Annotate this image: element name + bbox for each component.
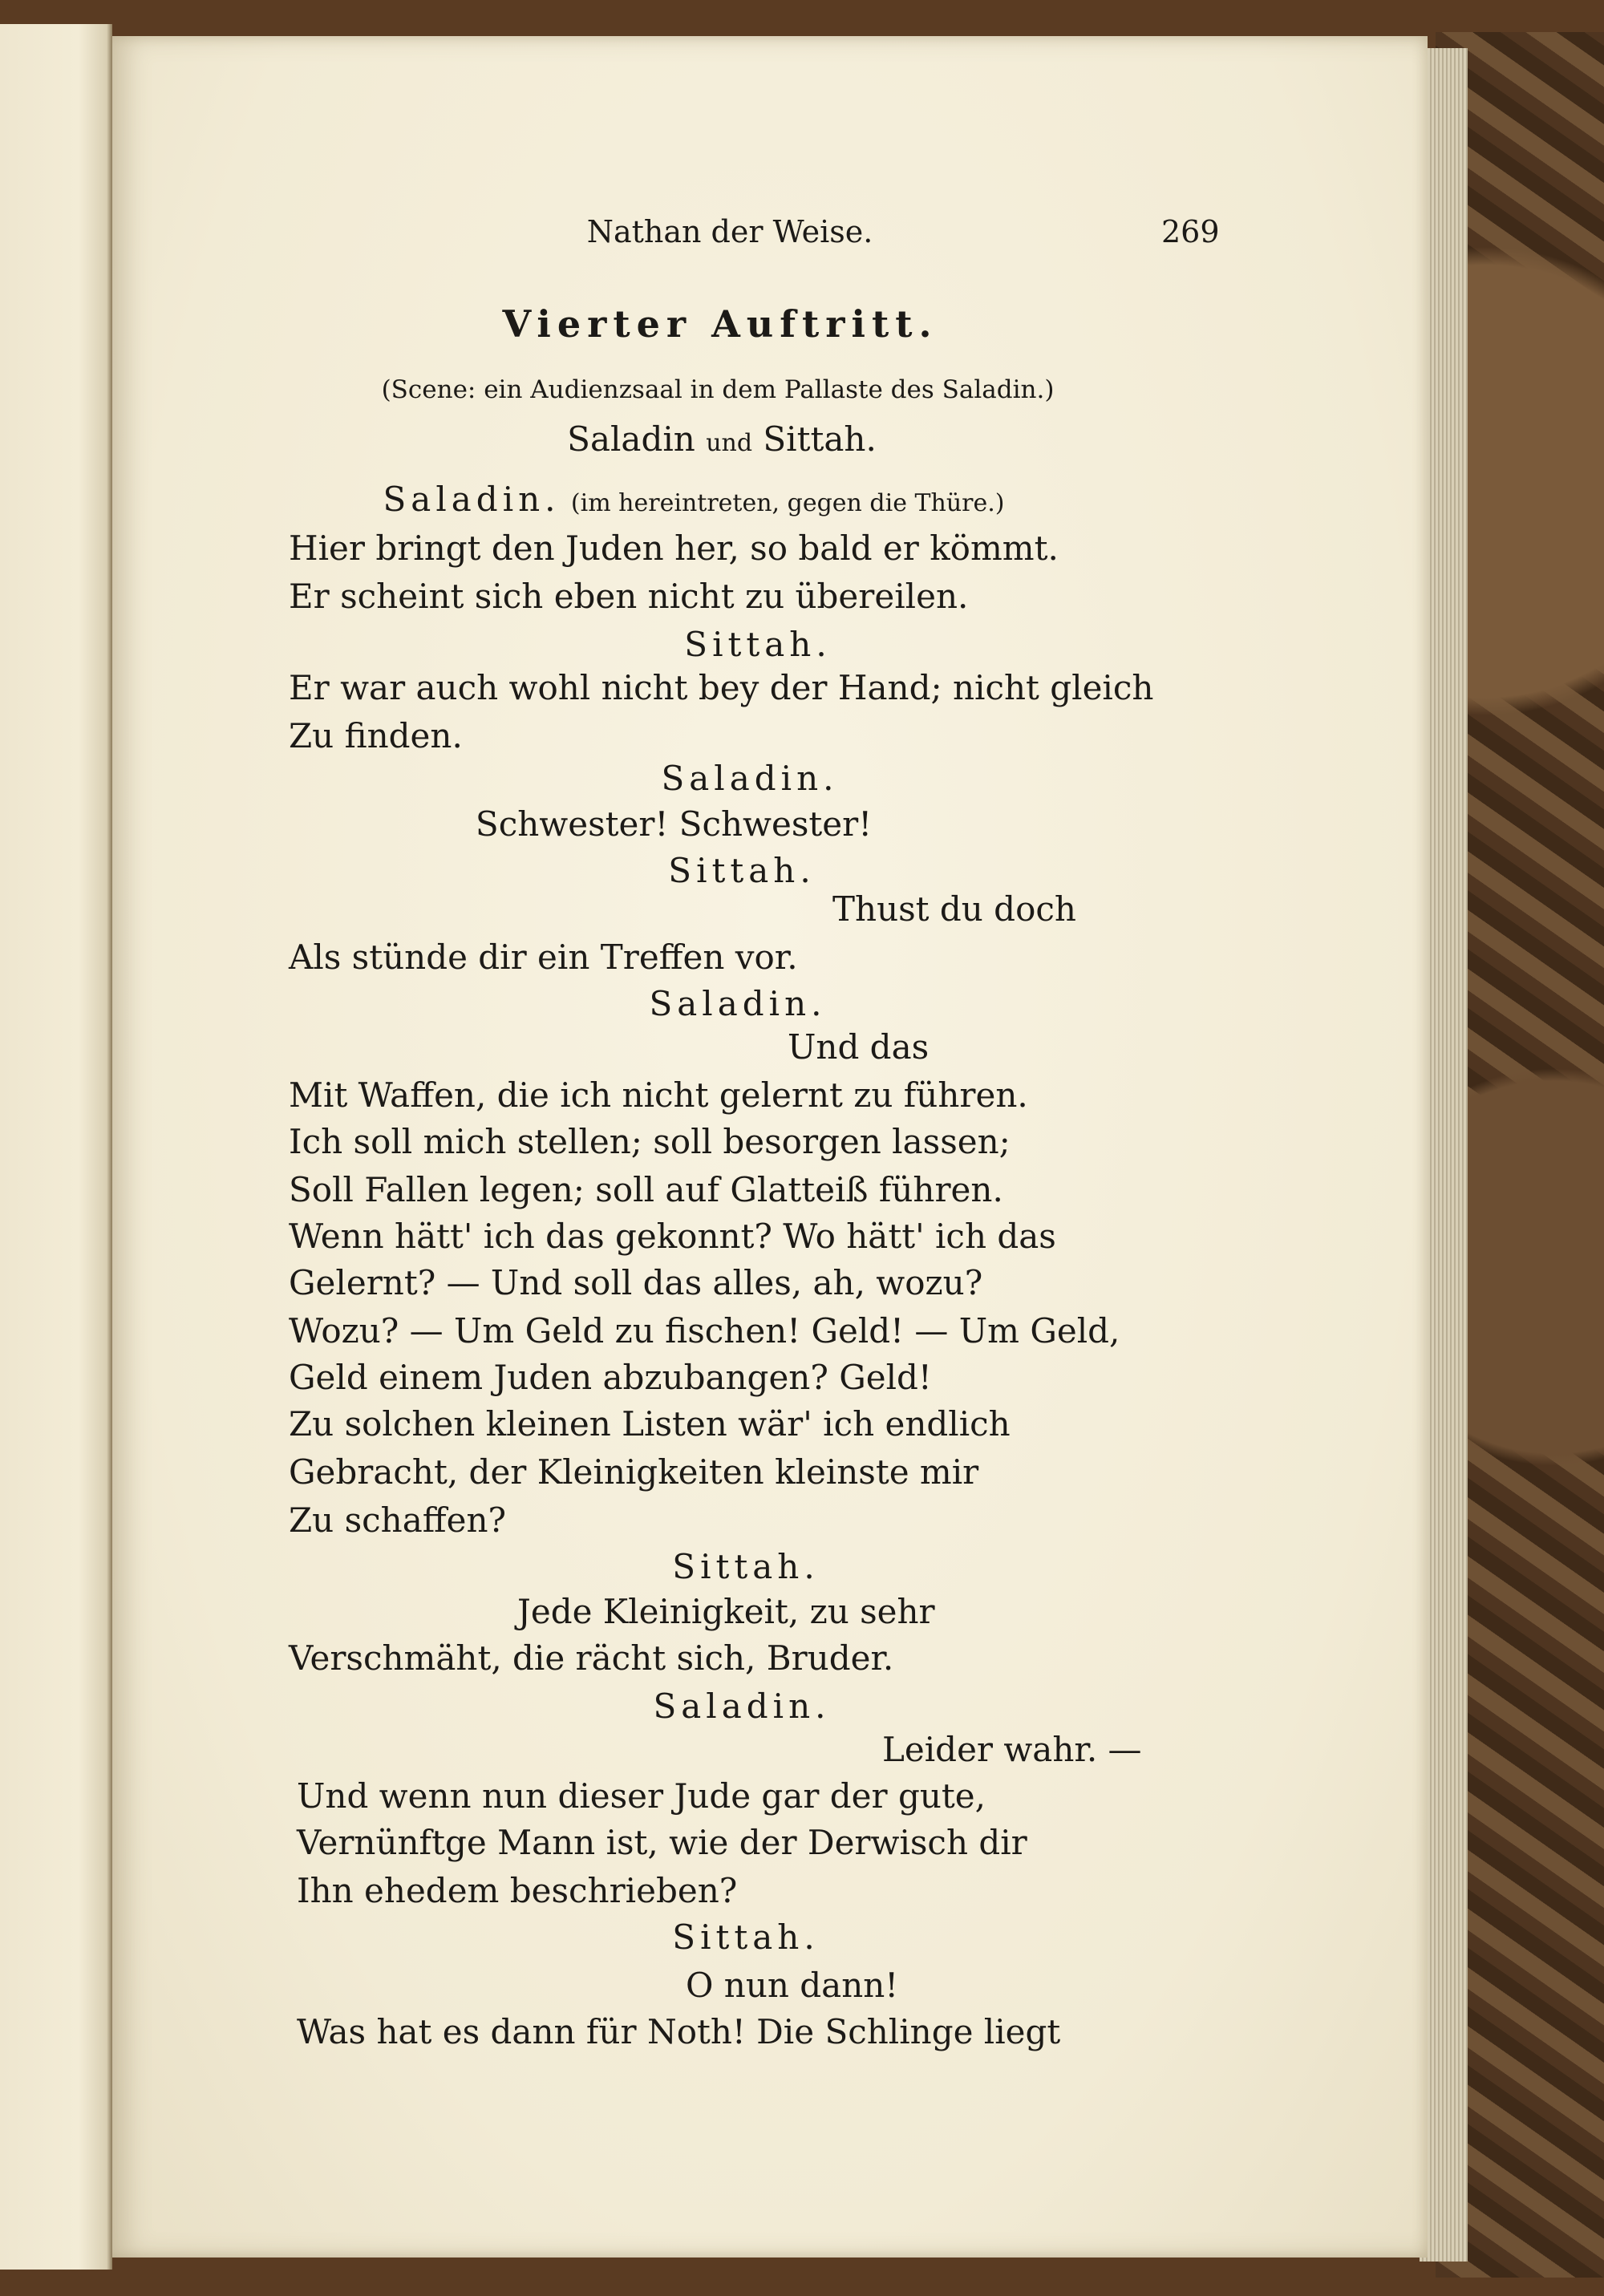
verse-line: O nun dann! [686,1966,899,2005]
verse-line: Leider wahr. — [882,1730,1142,1769]
verse-line: Ich soll mich stellen; soll besorgen lassen; [289,1122,1011,1161]
verse-line: Und das [788,1027,930,1067]
verse-line: Zu solchen kleinen Listen wär' ich endlich [289,1404,1011,1444]
conjunction: und [706,429,753,457]
speaker-name: Sittah. [672,1917,820,1957]
speaker-name: Sittah. [668,851,816,890]
verse-line: Jede Kleinigkeit, zu sehr [517,1592,935,1631]
character-name: Sittah. [763,419,877,459]
verse-line: Schwester! Schwester! [475,804,873,844]
verse-line: Thust du doch [832,889,1076,929]
verse-line: Vernünftge Mann ist, wie der Derwisch dir [297,1823,1027,1862]
speaker-name: Saladin. [383,480,561,519]
character-name: Saladin [567,419,695,459]
verse-line: Verschmäht, die rächt sich, Bruder. [289,1638,894,1678]
page-number: 269 [1161,214,1220,249]
verse-line: Er war auch wohl nicht bey der Hand; nicht gleich [289,668,1154,707]
verse-line: Hier bringt den Juden her, so bald er kömmt. [289,528,1059,568]
verse-line: Wenn hätt' ich das gekonnt? Wo hätt' ich das [289,1217,1056,1256]
verse-line: Mit Waffen, die ich nicht gelernt zu führen. [289,1075,1028,1115]
verse-line: Als stünde dir ein Treffen vor. [289,937,798,977]
verse-line: Zu schaffen? [289,1500,507,1540]
verse-line: Gelernt? — Und soll das alles, ah, wozu? [289,1263,983,1302]
verse-line: Was hat es dann für Noth! Die Schlinge liegt [297,2012,1061,2051]
verse-line: Ihn ehedem beschrieben? [297,1871,738,1910]
speaker-name: Saladin. [653,1687,831,1726]
verse-line: Zu finden. [289,716,463,755]
speaker-name: Saladin. [649,984,827,1023]
verse-line: Geld einem Juden abzubangen? Geld! [289,1358,932,1397]
verse-line: Wozu? — Um Geld zu fischen! Geld! — Um Geld, [289,1311,1120,1350]
facing-page-edge [0,24,112,2270]
speaker-name: Sittah. [684,625,832,664]
stage-direction: (im hereintreten, gegen die Thüre.) [570,489,1005,517]
verse-line: Soll Fallen legen; soll auf Glatteiß führen. [289,1170,1003,1209]
book-page [112,36,1428,2258]
speaker-name: Sittah. [672,1547,820,1586]
verse-line: Er scheint sich eben nicht zu übereilen. [289,577,969,616]
stage-direction: (Scene: ein Audienzsaal in dem Pallaste des Saladin.) [381,375,1055,404]
running-head: Nathan der Weise. [586,214,873,249]
scene-title: Vierter Auftritt. [502,302,938,346]
speaker-heading [383,480,1005,519]
characters-line [567,419,877,459]
verse-line: Und wenn nun dieser Jude gar der gute, [297,1776,986,1816]
verse-line: Gebracht, der Kleinigkeiten kleinste mir [289,1452,979,1492]
speaker-name: Saladin. [661,759,839,798]
